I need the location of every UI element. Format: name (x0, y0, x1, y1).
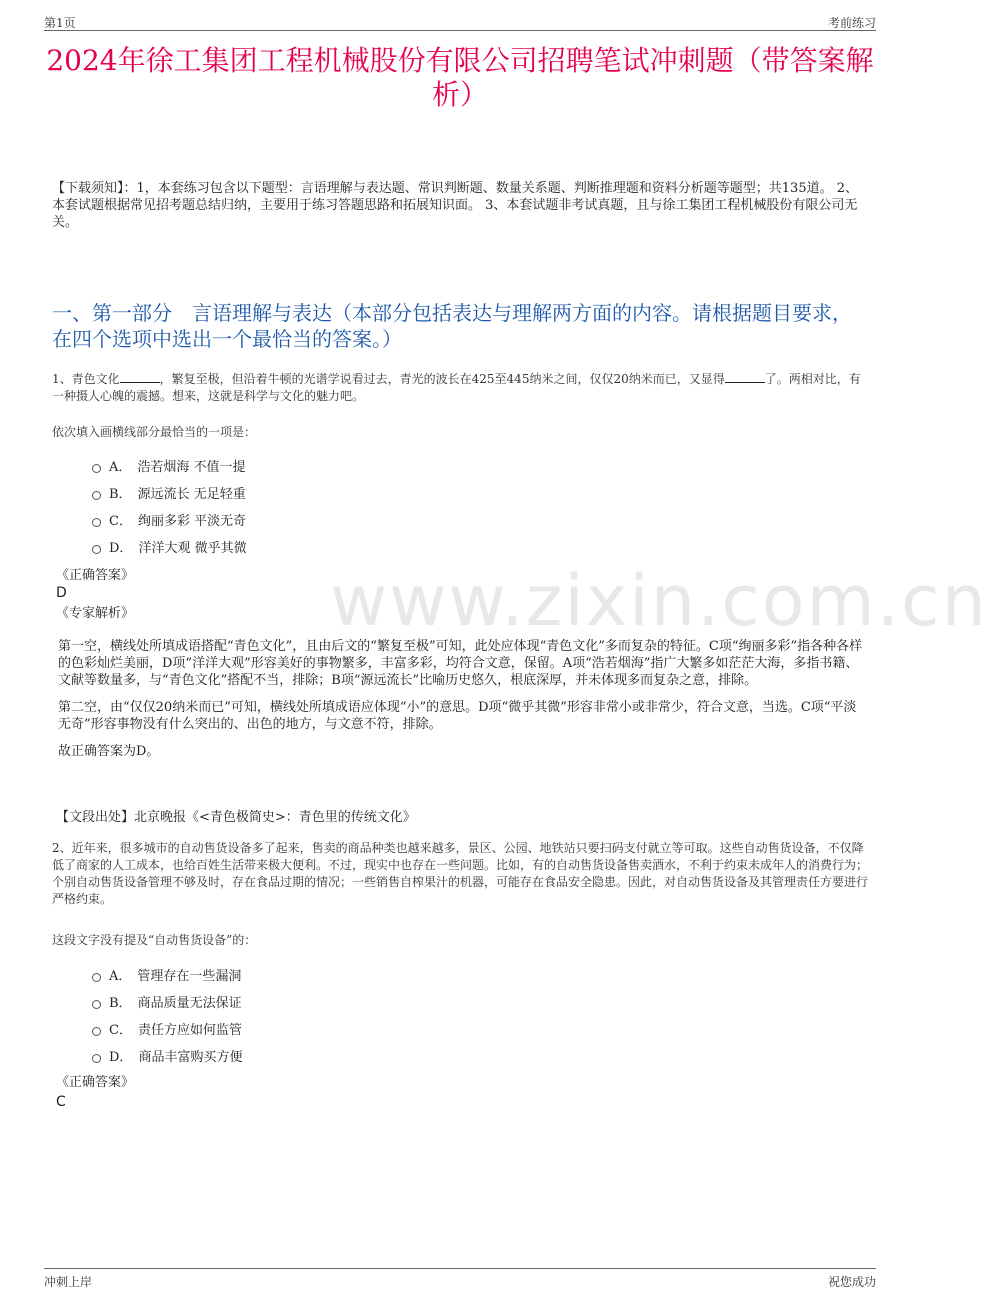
analysis-paragraph: 第一空，横线处所填成语搭配“青色文化”，且由后文的“繁复至极”可知，此处应体现“青色文化”多而复杂的特征。C项“绚丽多彩”指各种各样的色彩灿烂美丽，D项“洋洋大观”形容美好的事物繁多，丰富多彩，均符合文意，保留。A项“浩若烟海”指广大繁多如茫茫大海，多指书籍、文献等数量多，与“青色文化”搭配不当，排除；B项“源远流长”比喻历史悠久，根底深厚，并未体现多而复杂之意，排除。 (58, 639, 863, 688)
footer-left: 冲刺上岸 (44, 1275, 93, 1289)
page-number: 第1页 (44, 16, 76, 30)
question-1-text: 1、青色文化 ，繁复至极，但沿着牛顿的光谱学说看过去，青光的波长在425至445纳米之间，仅仅20纳米而已，又显得 了。两相对比，有一种摄人心魄的震撼。想来，这就是科学与文化的魅力吧。 (52, 372, 861, 403)
option-c[interactable]: C． 责任方应如何监管 (92, 1015, 242, 1042)
radio-icon[interactable] (92, 1000, 101, 1009)
radio-icon[interactable] (92, 1054, 101, 1063)
radio-icon[interactable] (92, 491, 101, 500)
watermark: www.zixin.com.cn (330, 560, 988, 642)
fill-blank (120, 370, 160, 383)
correct-answer: C (56, 1094, 66, 1110)
footer-right: 祝您成功 (827, 1275, 876, 1289)
option-b[interactable]: B． 源远流长 无足轻重 (92, 479, 247, 506)
option-d[interactable]: D． 商品丰富购买方便 (92, 1042, 242, 1069)
analysis-paragraph: 故正确答案为D。 (58, 744, 160, 759)
radio-icon[interactable] (92, 545, 101, 554)
analysis-paragraph: 第二空，由“仅仅20纳米而已”可知，横线处所填成语应体现“小”的意思。D项“微乎其微”形容非常小或非常少，符合文意，当选。C项“平淡无奇”形容事物没有什么突出的、出色的地方，与文意不符，排除。 (58, 700, 857, 732)
correct-answer: D (56, 585, 67, 601)
page-header (44, 12, 876, 31)
question-2-options (92, 961, 242, 1069)
option-c[interactable]: C． 绚丽多彩 平淡无奇 (92, 506, 247, 533)
option-a[interactable]: A． 浩若烟海 不值一提 (92, 452, 247, 479)
analysis-label: 《专家解析》 (56, 606, 135, 621)
passage-source: 【文段出处】北京晚报《<青色极简史>：青色里的传统文化》 (56, 810, 416, 825)
option-a[interactable]: A． 管理存在一些漏洞 (92, 961, 242, 988)
page-footer (44, 1268, 876, 1289)
section-title: 一、第一部分 言语理解与表达（本部分包括表达与理解两方面的内容。请根据题目要求，在四个选项中选出一个最恰当的答案。） (52, 301, 852, 351)
header-tag: 考前练习 (827, 16, 876, 30)
answer-label: 《正确答案》 (56, 568, 135, 583)
fill-blank (725, 370, 765, 383)
question-1-prompt: 依次填入画横线部分最恰当的一项是： (52, 425, 257, 439)
option-d[interactable]: D． 洋洋大观 微乎其微 (92, 533, 247, 560)
download-notice: 【下载须知】：1，本套练习包含以下题型：言语理解与表达题、常识判断题、数量关系题、判断推理题和资料分析题等题型；共135道。 2、本套试题根据常见招考题总结归纳，主要用于练习答题思路和拓展知识面。 3、本套试题非考试真题，且与徐工集团工程机械股份有限公司无关。 (52, 181, 858, 230)
question-2-prompt: 这段文字没有提及“自动售货设备”的： (52, 933, 257, 947)
question-1-options (92, 452, 247, 560)
answer-label: 《正确答案》 (56, 1075, 135, 1090)
radio-icon[interactable] (92, 464, 101, 473)
radio-icon[interactable] (92, 973, 101, 982)
radio-icon[interactable] (92, 1027, 101, 1036)
radio-icon[interactable] (92, 518, 101, 527)
question-2-text: 2、近年来，很多城市的自动售货设备多了起来，售卖的商品种类也越来越多，景区、公园、地铁站只要扫码支付就立等可取。这些自动售货设备，不仅降低了商家的人工成本，也给百姓生活带来极大便利。不过，现实中也存在一些问题。比如，有的自动售货设备售卖酒水，不利于约束未成年人的消费行为；个别自动售货设备管理不够及时，存在食品过期的情况；一些销售自榨果汁的机器，可能存在食品安全隐患。因此，对自动售货设备及其管理责任方要进行严格约束。 (52, 841, 869, 906)
option-b[interactable]: B． 商品质量无法保证 (92, 988, 242, 1015)
document-title: 2024年徐工集团工程机械股份有限公司招聘笔试冲刺题（带答案解析） (46, 44, 874, 111)
expert-analysis (58, 638, 864, 770)
